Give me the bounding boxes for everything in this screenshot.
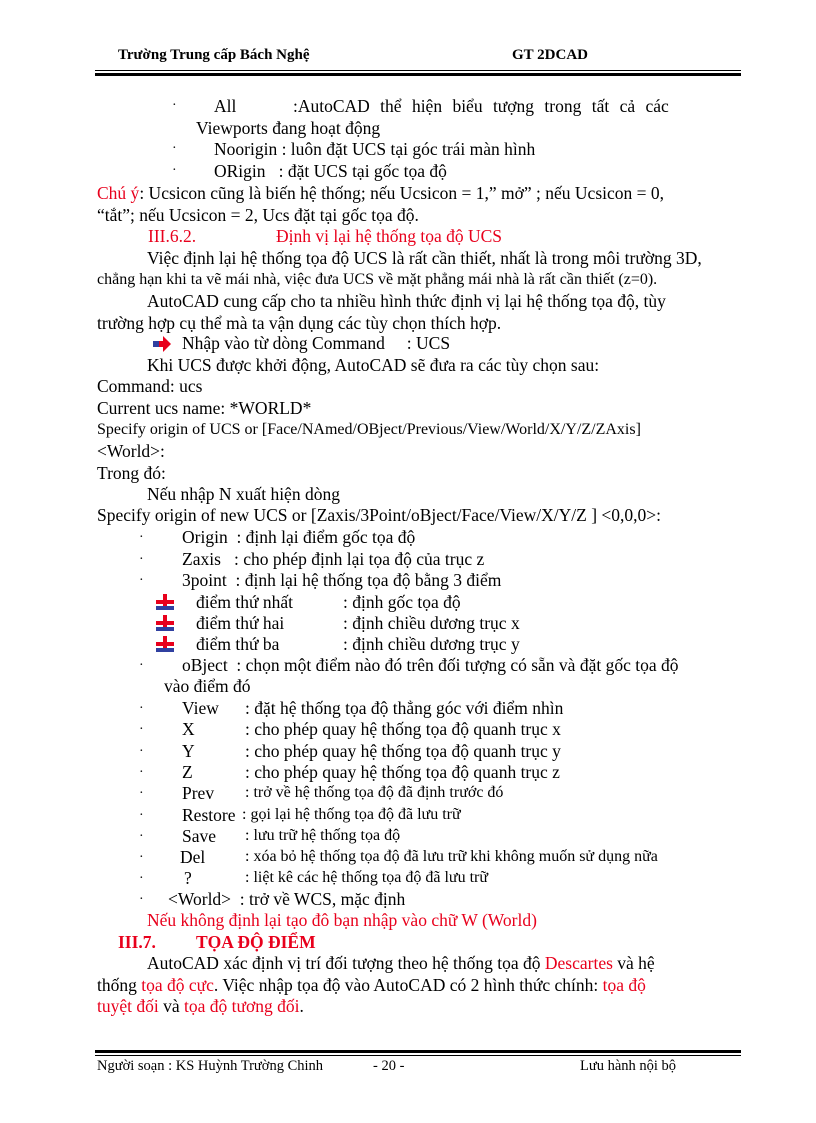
cross-bullet-icon — [156, 615, 174, 631]
heading-title: TỌA ĐỘ ĐIỂM — [196, 932, 316, 952]
option-3point: 3point : định lại hệ thống tọa độ bằng 3 điểm — [182, 570, 502, 590]
bullet: · — [139, 786, 144, 801]
bullet: · — [172, 163, 177, 178]
paragraph-4-text-end: và hệ — [612, 953, 655, 973]
command-input-line: Nhập vào từ dòng Command : UCS — [182, 333, 451, 353]
option-x-desc: : cho phép quay hệ thống tọa độ quanh trục x — [245, 719, 561, 739]
term-coordinate: tọa độ — [602, 975, 646, 995]
bullet: · — [139, 530, 144, 545]
point-1-name: điểm thứ nhất — [196, 592, 293, 612]
paragraph-4-text: AutoCAD xác định vị trí đối tượng theo hệ thống tọa độ — [147, 953, 545, 973]
bullet: · — [172, 98, 177, 113]
bullet: · — [139, 892, 144, 907]
command-line-3: Specify origin of UCS or [Face/NAmed/OBject/Previous/View/World/X/Y/Z/ZAxis] — [97, 421, 641, 438]
option-list-name: ? — [184, 868, 192, 888]
point-2-name: điểm thứ hai — [196, 613, 285, 633]
paragraph-5-text-mid: . Việc nhập tọa độ vào AutoCAD có 2 hình thức chính: — [213, 975, 603, 995]
command-line-4: <World>: — [97, 441, 165, 461]
bullet: · — [139, 765, 144, 780]
option-del-desc: : xóa bỏ hệ thống tọa độ đã lưu trữ khi không muốn sử dụng nữa — [245, 848, 658, 865]
option-del-name: Del — [180, 847, 206, 867]
bullet: · — [139, 850, 144, 865]
option-object-cont: vào điểm đó — [164, 676, 251, 696]
bullet: · — [139, 573, 144, 588]
note-line — [97, 183, 664, 203]
header-school: Trường Trung cấp Bách Nghệ — [118, 47, 310, 63]
bullet: · — [139, 744, 144, 759]
origin-opt-line: ORigin : đặt UCS tại gốc tọa độ — [214, 161, 447, 181]
term-relative: tọa độ tương đối — [184, 996, 300, 1016]
term-descartes: Descartes — [544, 953, 613, 973]
option-view-desc: : đặt hệ thống tọa độ thẳng góc với điểm nhìn — [245, 698, 564, 718]
option-object: oBject : chọn một điểm nào đó trên đối tượng có sẵn và đặt gốc tọa độ — [182, 655, 679, 675]
paragraph-1: Việc định lại hệ thống tọa độ UCS là rất cần thiết, nhất là trong môi trường 3D, — [147, 248, 702, 268]
option-list-desc: : liệt kê các hệ thống tọa độ đã lưu trữ — [245, 869, 489, 886]
option-restore-name: Restore — [182, 805, 236, 825]
note-text: : Ucsicon cũng là biến hệ thống; nếu Ucsicon = 1,” mở” ; nếu Ucsicon = 0, — [139, 183, 665, 203]
bullet: · — [139, 552, 144, 567]
bullet: · — [139, 658, 144, 673]
command-line-1: Command: ucs — [97, 376, 203, 396]
header-rule-thick — [95, 73, 741, 76]
section-title: Định vị lại hệ thống tọa độ UCS — [276, 226, 503, 246]
point-2-desc: : định chiều dương trục x — [343, 613, 520, 633]
heading-number: III.7. — [118, 932, 156, 952]
paragraph-5-text: thống — [97, 975, 142, 995]
option-prev-desc: : trở về hệ thống tọa độ đã định trước đó — [245, 784, 504, 801]
command-line-2: Current ucs name: *WORLD* — [97, 398, 312, 418]
header-course: GT 2DCAD — [512, 47, 588, 63]
command-line-5: Specify origin of new UCS or [Zaxis/3Point/oBject/Face/View/X/Y/Z ] <0,0,0>: — [97, 505, 662, 525]
option-restore-desc: : gọi lại hệ thống tọa độ đã lưu trữ — [242, 806, 461, 823]
paragraph-6-and: và — [158, 996, 185, 1016]
point-1-desc: : định gốc tọa độ — [343, 592, 461, 612]
option-prev-name: Prev — [182, 783, 215, 803]
bullet: · — [139, 722, 144, 737]
option-zaxis: Zaxis : cho phép định lại tọa độ của trục z — [182, 549, 485, 569]
footer-rule-thick — [95, 1050, 741, 1053]
option-save-name: Save — [182, 826, 217, 846]
footer-rule-thin — [95, 1055, 741, 1056]
option-x-name: X — [182, 719, 195, 739]
all-desc: :AutoCAD thể hiện biểu tượng trong tất cả các — [293, 96, 669, 116]
trong-do-label: Trong đó: — [97, 463, 166, 483]
paragraph-6 — [97, 996, 304, 1016]
bullet: · — [139, 871, 144, 886]
paragraph-4 — [147, 953, 655, 973]
bullet: · — [139, 701, 144, 716]
option-y-desc: : cho phép quay hệ thống tọa độ quanh trục y — [245, 741, 561, 761]
paragraph-1-cont: chẳng hạn khi ta vẽ mái nhà, việc đưa UCS về mặt phẳng mái nhà là rất cần thiết (z=0). — [97, 271, 658, 288]
header-rule-thin — [95, 70, 741, 71]
option-y-name: Y — [182, 741, 195, 761]
paragraph-2-cont: trường hợp cụ thể mà ta vận dụng các tùy chọn thích hợp. — [97, 313, 502, 333]
bullet: · — [172, 141, 177, 156]
point-3-name: điểm thứ ba — [196, 634, 280, 654]
option-view-name: View — [182, 698, 219, 718]
footer-author: Người soạn : KS Huỳnh Trường Chinh — [97, 1058, 324, 1074]
cross-bullet-icon — [156, 594, 174, 610]
option-origin: Origin : định lại điểm gốc tọa độ — [182, 527, 416, 547]
term-polar: tọa độ cực — [141, 975, 214, 995]
paragraph-6-period: . — [299, 996, 304, 1016]
paragraph-5 — [97, 975, 646, 995]
cross-bullet-icon — [156, 636, 174, 652]
bullet: · — [139, 808, 144, 823]
noorigin-line: Noorigin : luôn đặt UCS tại góc trái màn hình — [214, 139, 536, 159]
note-text-cont: “tắt”; nếu Ucsicon = 2, Ucs đặt tại gốc tọa độ. — [97, 205, 419, 225]
paragraph-2: AutoCAD cung cấp cho ta nhiều hình thức định vị lại hệ thống tọa độ, tùy — [147, 291, 666, 311]
arrow-bullet-icon — [153, 336, 171, 352]
footer-note: Lưu hành nội bộ — [580, 1058, 677, 1074]
option-world: <World> : trở về WCS, mặc định — [168, 889, 406, 909]
red-note: Nếu không định lại tạo đô bạn nhập vào chữ W (World) — [147, 910, 537, 930]
all-desc-cont: Viewports đang hoạt động — [196, 118, 381, 138]
option-z-name: Z — [182, 762, 193, 782]
bullet: · — [139, 829, 144, 844]
term-absolute: tuyệt đối — [97, 996, 159, 1016]
note-label: Chú ý — [97, 183, 140, 203]
section-number: III.6.2. — [148, 226, 197, 246]
option-save-desc: : lưu trữ hệ thống tọa độ — [245, 827, 401, 844]
point-3-desc: : định chiều dương trục y — [343, 634, 520, 654]
option-z-desc: : cho phép quay hệ thống tọa độ quanh trục z — [245, 762, 560, 782]
footer-page-number: - 20 - — [373, 1058, 405, 1074]
paragraph-3: Khi UCS được khởi động, AutoCAD sẽ đưa ra các tùy chọn sau: — [147, 355, 600, 375]
all-name: All — [214, 96, 237, 116]
n-option-intro: Nếu nhập N xuất hiện dòng — [147, 484, 340, 504]
